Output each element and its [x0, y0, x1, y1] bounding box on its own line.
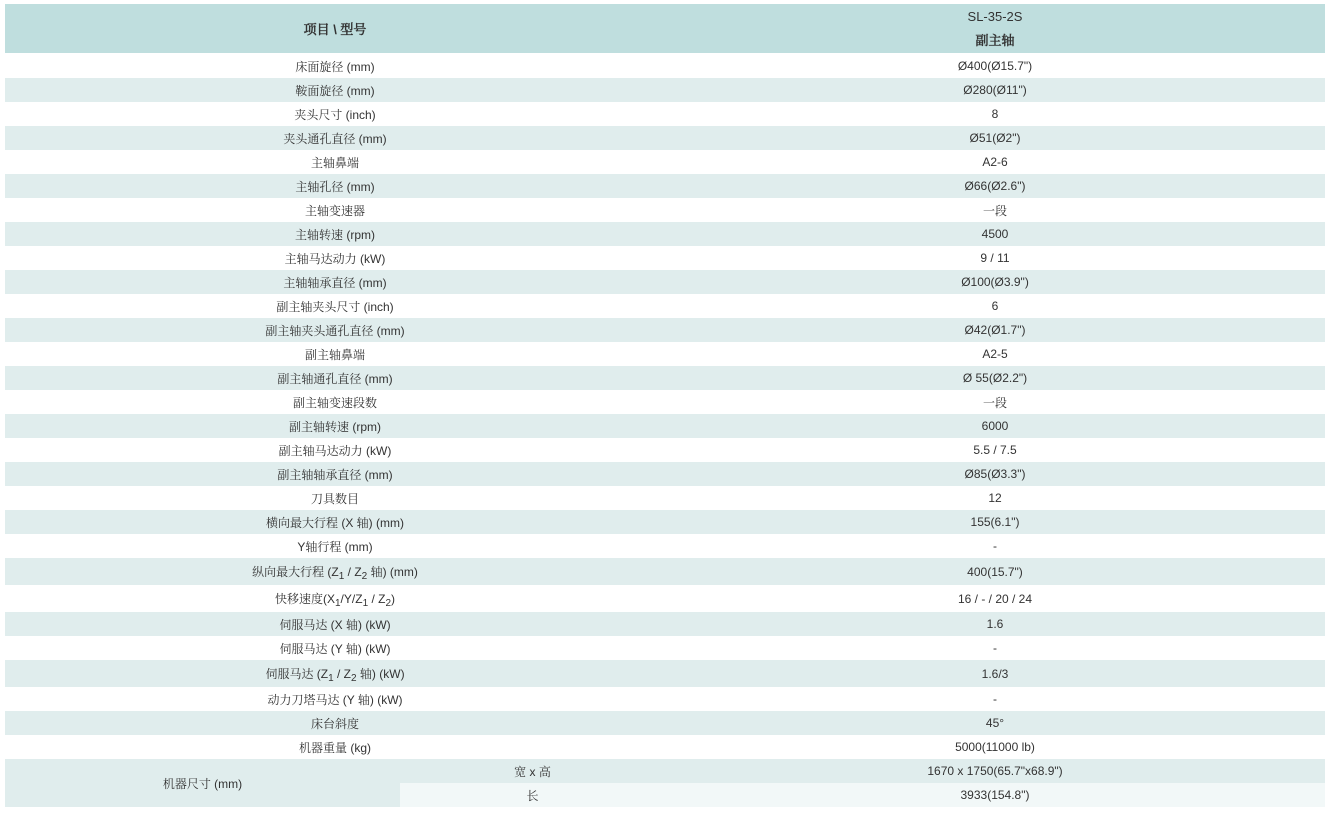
- spec-value-cell: [665, 711, 1325, 735]
- spec-value: Ø85(Ø3.3"): [964, 467, 1026, 481]
- spec-label: 床面旋径 (mm): [295, 59, 375, 74]
- spec-row: [5, 438, 1325, 462]
- label-text: 伺服马达 (Z: [265, 667, 329, 681]
- spec-value-cell: [665, 174, 1325, 198]
- label-text: ): [391, 592, 396, 606]
- spec-label: 主轴孔径 (mm): [295, 179, 375, 194]
- spec-label: 床台斜度: [310, 716, 359, 731]
- spec-row: [5, 246, 1325, 270]
- spec-value-cell: [665, 222, 1325, 246]
- spec-rows: [5, 54, 1325, 759]
- spec-label-cell: [5, 414, 665, 438]
- label-text: 纵向最大行程 (Z: [252, 565, 339, 579]
- spec-label-cell: [5, 54, 665, 78]
- spec-value: A2-5: [982, 347, 1008, 361]
- machine-size-block: [5, 759, 1325, 807]
- spec-row: [5, 78, 1325, 102]
- spec-label: 机器重量 (kg): [298, 740, 371, 755]
- spec-label-cell: [5, 486, 665, 510]
- machine-size-name-cell: [400, 783, 665, 807]
- spec-value: 6000: [981, 419, 1009, 433]
- spec-value: 1.6: [986, 617, 1004, 631]
- label-subscript: 2: [351, 673, 357, 684]
- spec-label: [265, 665, 404, 682]
- spec-label-cell: [5, 534, 665, 558]
- machine-size-row: [400, 783, 1325, 807]
- label-subscript: 1: [338, 571, 345, 582]
- spec-value-cell: [665, 462, 1325, 486]
- spec-label: [252, 563, 418, 580]
- spec-value: 5.5 / 7.5: [973, 443, 1017, 457]
- spec-value-cell: [665, 486, 1325, 510]
- spec-value: A2-6: [982, 155, 1008, 169]
- machine-size-name: 长: [526, 788, 539, 803]
- spec-label: 动力刀塔马达 (Y 轴) (kW): [267, 692, 403, 707]
- spec-label-cell: [5, 660, 665, 687]
- spec-label-cell: [5, 198, 665, 222]
- spec-label: 横向最大行程 (X 轴) (mm): [266, 515, 404, 530]
- spec-label-cell: [5, 342, 665, 366]
- spec-label: 副主轴马达动力 (kW): [278, 443, 392, 458]
- spec-value: Ø100(Ø3.9"): [961, 275, 1029, 289]
- spec-value-cell: [665, 126, 1325, 150]
- spec-row: [5, 102, 1325, 126]
- spec-row: [5, 462, 1325, 486]
- machine-size-value: 3933(154.8"): [960, 788, 1030, 802]
- spec-label: Y轴行程 (mm): [297, 539, 373, 554]
- spec-value: -: [993, 539, 997, 553]
- spec-value-cell: [665, 294, 1325, 318]
- label-subscript: 2: [385, 598, 392, 609]
- spec-label-cell: [5, 150, 665, 174]
- spec-label: 副主轴夹头尺寸 (inch): [276, 299, 394, 314]
- spec-value-cell: [665, 270, 1325, 294]
- spec-label-cell: [5, 438, 665, 462]
- spec-value-cell: [665, 78, 1325, 102]
- spec-label-cell: [5, 735, 665, 759]
- spec-value: 16 / - / 20 / 24: [957, 591, 1033, 606]
- spec-label: 夹头尺寸 (inch): [294, 107, 376, 122]
- spec-value: 一段: [982, 395, 1007, 410]
- spec-value-cell: [665, 636, 1325, 660]
- spec-label-cell: [5, 174, 665, 198]
- spec-value: 12: [988, 491, 1002, 505]
- spec-value-cell: [665, 438, 1325, 462]
- spec-row: [5, 222, 1325, 246]
- spec-label: 副主轴变速段数: [292, 395, 377, 410]
- spec-row: [5, 342, 1325, 366]
- spec-label: 副主轴轴承直径 (mm): [277, 467, 393, 482]
- header-model-name: SL-35-2S: [967, 8, 1023, 24]
- machine-size-row: [400, 759, 1325, 783]
- header-item-model-cell: [5, 4, 665, 53]
- spec-row: [5, 198, 1325, 222]
- machine-size-name-cell: [400, 759, 665, 783]
- spec-value: Ø400(Ø15.7"): [957, 59, 1033, 73]
- spec-label-cell: [5, 126, 665, 150]
- spec-label-cell: [5, 246, 665, 270]
- spec-label-cell: [5, 294, 665, 318]
- spec-row: [5, 486, 1325, 510]
- spec-value-cell: [665, 585, 1325, 612]
- spec-label: 主轴马达动力 (kW): [284, 251, 386, 266]
- label-subscript: 1: [328, 673, 334, 684]
- spec-value-cell: [665, 558, 1325, 585]
- spec-value: 1.6/3: [981, 666, 1009, 681]
- spec-value: 155(6.1"): [970, 515, 1020, 529]
- spec-label-cell: [5, 687, 665, 711]
- label-text: / Z: [333, 667, 352, 681]
- spec-value: 一段: [982, 203, 1007, 218]
- spec-label-cell: [5, 270, 665, 294]
- spec-row: [5, 366, 1325, 390]
- spec-value-cell: [665, 612, 1325, 636]
- spec-label: 副主轴通孔直径 (mm): [277, 371, 393, 386]
- spec-row: [5, 126, 1325, 150]
- spec-label: 主轴鼻端: [310, 155, 359, 170]
- spec-label-cell: [5, 612, 665, 636]
- label-subscript: 1: [334, 598, 341, 609]
- spec-row: [5, 711, 1325, 735]
- spec-label: 副主轴鼻端: [304, 347, 365, 362]
- spec-value-cell: [665, 102, 1325, 126]
- spec-row: [5, 510, 1325, 534]
- spec-row: [5, 270, 1325, 294]
- spec-row: [5, 558, 1325, 585]
- spec-label: 夹头通孔直径 (mm): [283, 131, 387, 146]
- machine-size-value-cell: [665, 759, 1325, 783]
- machine-size-value: 1670 x 1750(65.7"x68.9"): [927, 764, 1063, 778]
- spec-label-cell: [5, 558, 665, 585]
- spec-value-cell: [665, 318, 1325, 342]
- spec-value: 9 / 11: [980, 251, 1010, 265]
- label-text: 轴) (kW): [356, 667, 405, 681]
- spec-row: [5, 585, 1325, 612]
- spec-row: [5, 534, 1325, 558]
- spec-row: [5, 735, 1325, 759]
- label-text: 轴) (mm): [367, 565, 418, 579]
- machine-size-details: [400, 759, 1325, 807]
- label-text: 快移速度(X: [274, 592, 335, 606]
- spec-label: 刀具数目: [310, 491, 359, 506]
- spec-row: [5, 174, 1325, 198]
- spec-label-cell: [5, 390, 665, 414]
- spec-row: [5, 318, 1325, 342]
- spec-label: 鞍面旋径 (mm): [295, 83, 375, 98]
- spec-value: -: [993, 692, 997, 706]
- spec-label-cell: [5, 78, 665, 102]
- spec-row: [5, 687, 1325, 711]
- label-text: / Z: [368, 592, 386, 606]
- label-text: / Z: [344, 565, 362, 579]
- spec-label-cell: [5, 636, 665, 660]
- header-sub-model: 副主轴: [975, 32, 1015, 48]
- spec-table: [5, 4, 1325, 807]
- spec-value-cell: [665, 510, 1325, 534]
- spec-value-cell: [665, 414, 1325, 438]
- spec-label-cell: [5, 102, 665, 126]
- spec-value: Ø42(Ø1.7"): [964, 323, 1026, 337]
- spec-value: 6: [991, 299, 999, 313]
- spec-value: 5000(11000 lb): [955, 740, 1035, 754]
- spec-label: 主轴轴承直径 (mm): [283, 275, 387, 290]
- spec-value: -: [993, 641, 997, 655]
- spec-row: [5, 612, 1325, 636]
- spec-label: [275, 590, 395, 607]
- spec-row: [5, 390, 1325, 414]
- spec-label: 伺服马达 (X 轴) (kW): [279, 617, 391, 632]
- label-text: /Y/Z: [340, 592, 363, 606]
- label-subscript: 1: [362, 598, 369, 609]
- spec-label-cell: [5, 510, 665, 534]
- machine-size-label-cell: [5, 759, 400, 807]
- spec-row: [5, 414, 1325, 438]
- label-subscript: 2: [361, 571, 368, 582]
- spec-label-cell: [5, 462, 665, 486]
- spec-label-cell: [5, 318, 665, 342]
- spec-label: 副主轴转速 (rpm): [289, 419, 381, 434]
- table-header: [5, 4, 1325, 53]
- spec-value: 400(15.7"): [967, 564, 1023, 579]
- spec-value-cell: [665, 198, 1325, 222]
- spec-label: 主轴变速器: [304, 203, 365, 218]
- spec-row: [5, 150, 1325, 174]
- spec-label: 副主轴夹头通孔直径 (mm): [265, 323, 405, 338]
- spec-row: [5, 294, 1325, 318]
- machine-size-name: 宽 x 高: [514, 764, 551, 779]
- spec-value-cell: [665, 735, 1325, 759]
- spec-value: 4500: [981, 227, 1009, 241]
- header-model-cell: [665, 4, 1325, 53]
- spec-value-cell: [665, 660, 1325, 687]
- spec-value: Ø 55(Ø2.2"): [962, 371, 1028, 385]
- spec-label: 主轴转速 (rpm): [295, 227, 375, 242]
- spec-value-cell: [665, 534, 1325, 558]
- spec-label: 伺服马达 (Y 轴) (kW): [279, 641, 391, 656]
- spec-value: Ø66(Ø2.6"): [964, 179, 1026, 193]
- header-item-model-label: 项目 \ 型号: [303, 22, 367, 37]
- spec-value-cell: [665, 150, 1325, 174]
- spec-value-cell: [665, 366, 1325, 390]
- spec-label-cell: [5, 711, 665, 735]
- spec-value: Ø280(Ø11"): [963, 83, 1027, 97]
- spec-label-cell: [5, 366, 665, 390]
- spec-label-cell: [5, 585, 665, 612]
- spec-value: 8: [991, 107, 999, 121]
- spec-label-cell: [5, 222, 665, 246]
- spec-row: [5, 636, 1325, 660]
- spec-value-cell: [665, 246, 1325, 270]
- spec-value-cell: [665, 342, 1325, 366]
- spec-value-cell: [665, 687, 1325, 711]
- spec-row: [5, 660, 1325, 687]
- spec-value: Ø51(Ø2"): [969, 131, 1021, 145]
- spec-value-cell: [665, 390, 1325, 414]
- machine-size-value-cell: [665, 783, 1325, 807]
- machine-size-label: 机器尺寸 (mm): [162, 776, 243, 791]
- spec-value-cell: [665, 54, 1325, 78]
- spec-value: 45°: [985, 716, 1005, 730]
- spec-row: [5, 54, 1325, 78]
